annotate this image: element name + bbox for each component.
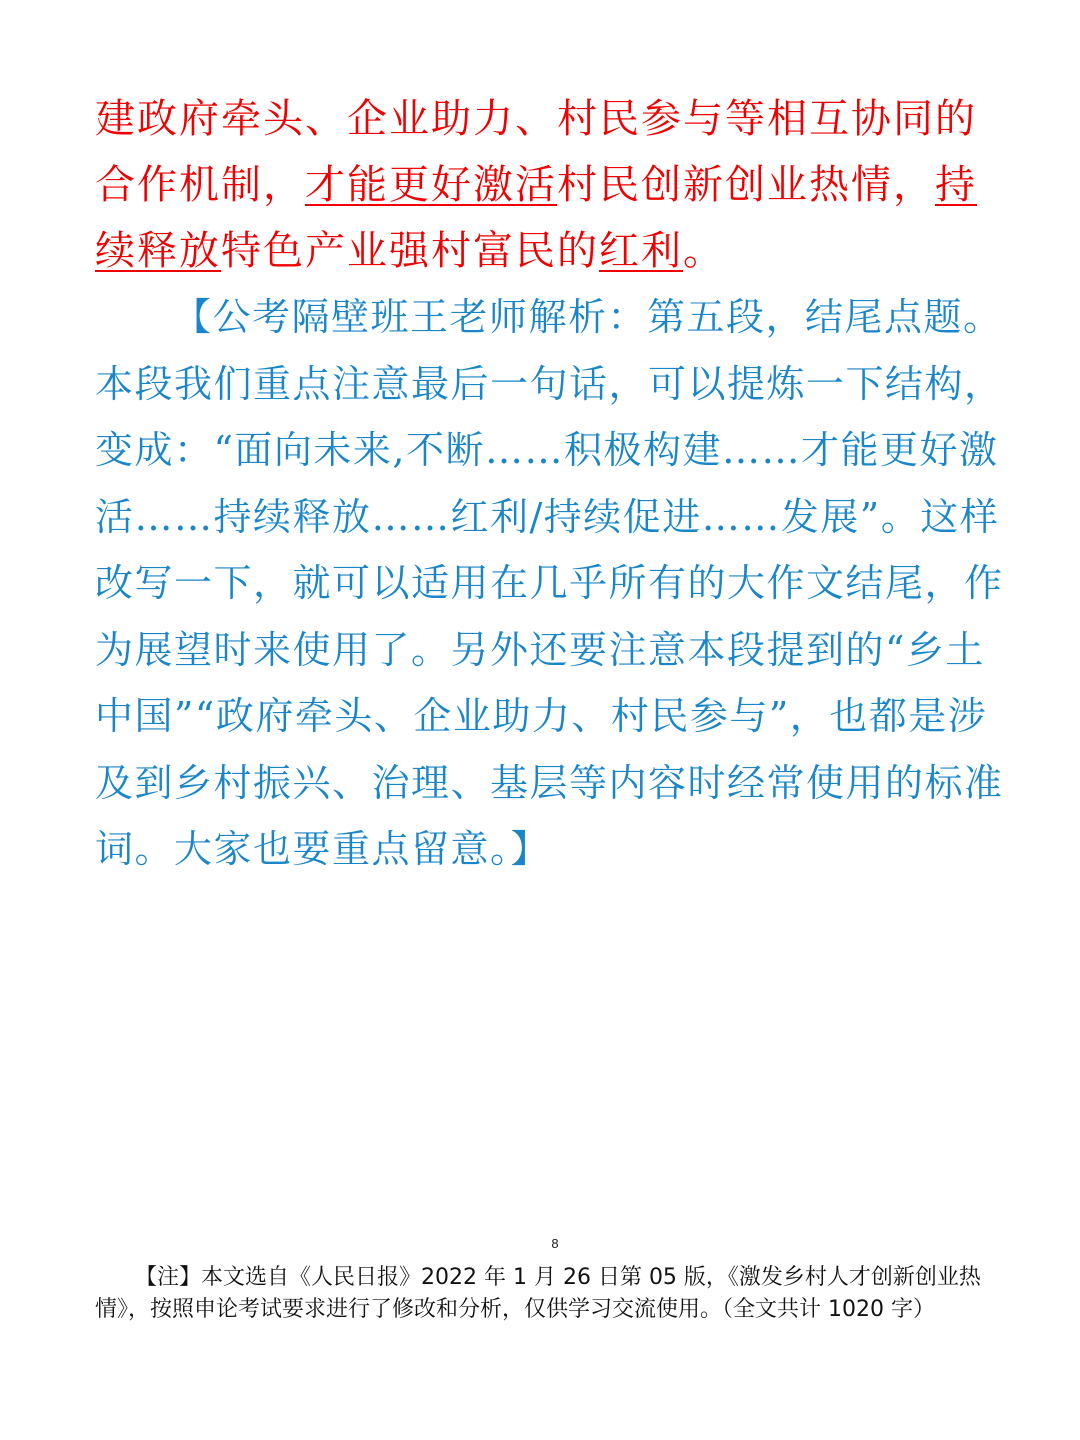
underlined-phrase-2: 持续释放 bbox=[95, 162, 977, 274]
analysis-text: 【公考隔壁班王老师解析：第五段，结尾点题。本段我们重点注意最后一句话，可以提炼一下结构，变成：“面向未来,不断……积极构建……才能更好激活……持续释放……红利/持续促进……发展”。这样改写一下，就可以适用在几乎所有的大作文结尾，作为展望时来使用了。另外还要注意本段提到的“乡土中国”“政府牵头、企业助力、村民参与”，也都是涉及到乡村振兴、治理、基层等内容时经常使用的标准词。大家也要重点留意。】 bbox=[95, 295, 1004, 871]
footnote bbox=[95, 1262, 995, 1326]
red-text-3: 特色产业强村富民的 bbox=[221, 228, 599, 274]
analysis-paragraph bbox=[95, 284, 1005, 883]
red-text-1: 建政府牵头、企业助力、村民参与等相互协同的合作机制， bbox=[95, 96, 977, 208]
footnote-text: 【注】本文选自《人民日报》2022 年 1 月 26 日第 05 版，《激发乡村人才创新创业热情》，按照申论考试要求进行了修改和分析，仅供学习交流使用。（全文共计 1020 字） bbox=[95, 1265, 981, 1322]
red-paragraph bbox=[95, 86, 995, 284]
red-text-4: 。 bbox=[683, 228, 725, 274]
underlined-phrase-1: 才能更好激活 bbox=[305, 162, 557, 208]
underlined-phrase-3: 红利 bbox=[599, 228, 683, 274]
page-number: 8 bbox=[551, 1236, 559, 1251]
red-text-2: 村民创新创业热情， bbox=[557, 162, 935, 208]
